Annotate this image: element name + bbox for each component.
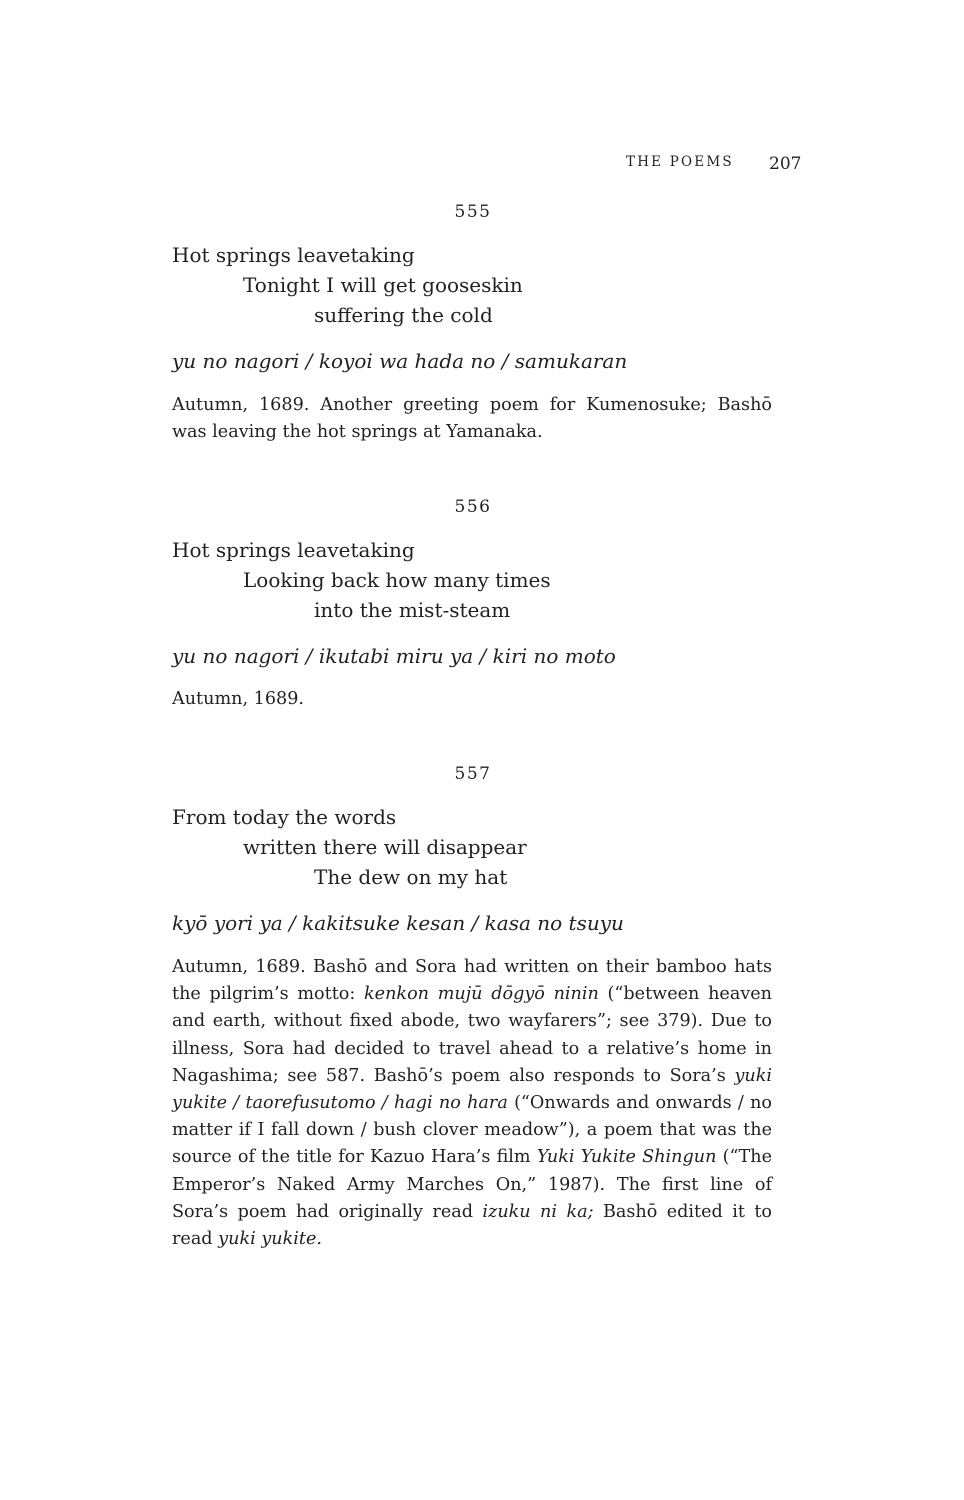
poem-number: 556 [454,497,492,517]
note-italic: yuki yukite / taorefusutomo / hagi no hara [172,1065,772,1114]
poem-note [172,954,772,1253]
poem-line-2: Tonight I will get gooseskin [243,273,523,297]
note-italic: kenkon mujū dōgyō ninin [364,984,599,1005]
poem-romaji: yu no nagori / ikutabi miru ya / kiri no moto [172,644,616,668]
note-text: Autumn, 1689. [172,689,305,709]
note-text: Autumn, 1689. Another greeting poem for Kumenosuke; Bashō was leaving the hot springs at Yamanaka. [172,395,772,443]
page-number: 207 [769,154,802,174]
poem-line-1: Hot springs leavetaking [172,243,415,267]
note-text: (“Onwards and onwards / no matter if I fall down / bush clover meadow”), a poem that was the source of the title for Kazuo Hara’s film [172,1093,773,1168]
poem-number: 557 [454,764,492,784]
poem-romaji: yu no nagori / koyoi wa hada no / samukaran [172,349,628,373]
note-italic: Yuki Yukite Shingun [536,1147,717,1168]
note-text: (“between heaven and earth, without fixed abode, two wayfarers”; see 379). Due to illness, Sora had decided to travel ahead to a relative’s home in Nagashima; see 587. Bashō’s poem also responds to Sora’s [172,984,772,1086]
poem-romaji: kyō yori ya / kakitsuke kesan / kasa no tsuyu [172,911,624,935]
poem-line-1: From today the words [172,805,397,829]
note-italic: izuku ni ka; [482,1201,594,1222]
poem-note [172,392,772,446]
running-head: THE POEMS [626,154,734,170]
poem-note [172,686,772,713]
poem-line-3: into the mist-steam [314,598,511,622]
note-italic: yuki yukite. [218,1229,322,1250]
poem-number: 555 [454,202,492,222]
note-text: Bashō edited it to read [172,1201,772,1250]
poem-line-1: Hot springs leavetaking [172,538,415,562]
note-text: (“The Emperor’s Naked Army Marches On,” 1987). The first line of Sora’s poem had originally read [172,1147,772,1222]
poem-line-2: written there will disappear [243,835,527,859]
poem-line-2: Looking back how many times [243,568,551,592]
poem-line-3: suffering the cold [314,303,493,327]
poem-line-3: The dew on my hat [314,865,508,889]
note-text: Autumn, 1689. Bashō and Sora had written on their bamboo hats the pilgrim’s motto: [172,957,772,1005]
